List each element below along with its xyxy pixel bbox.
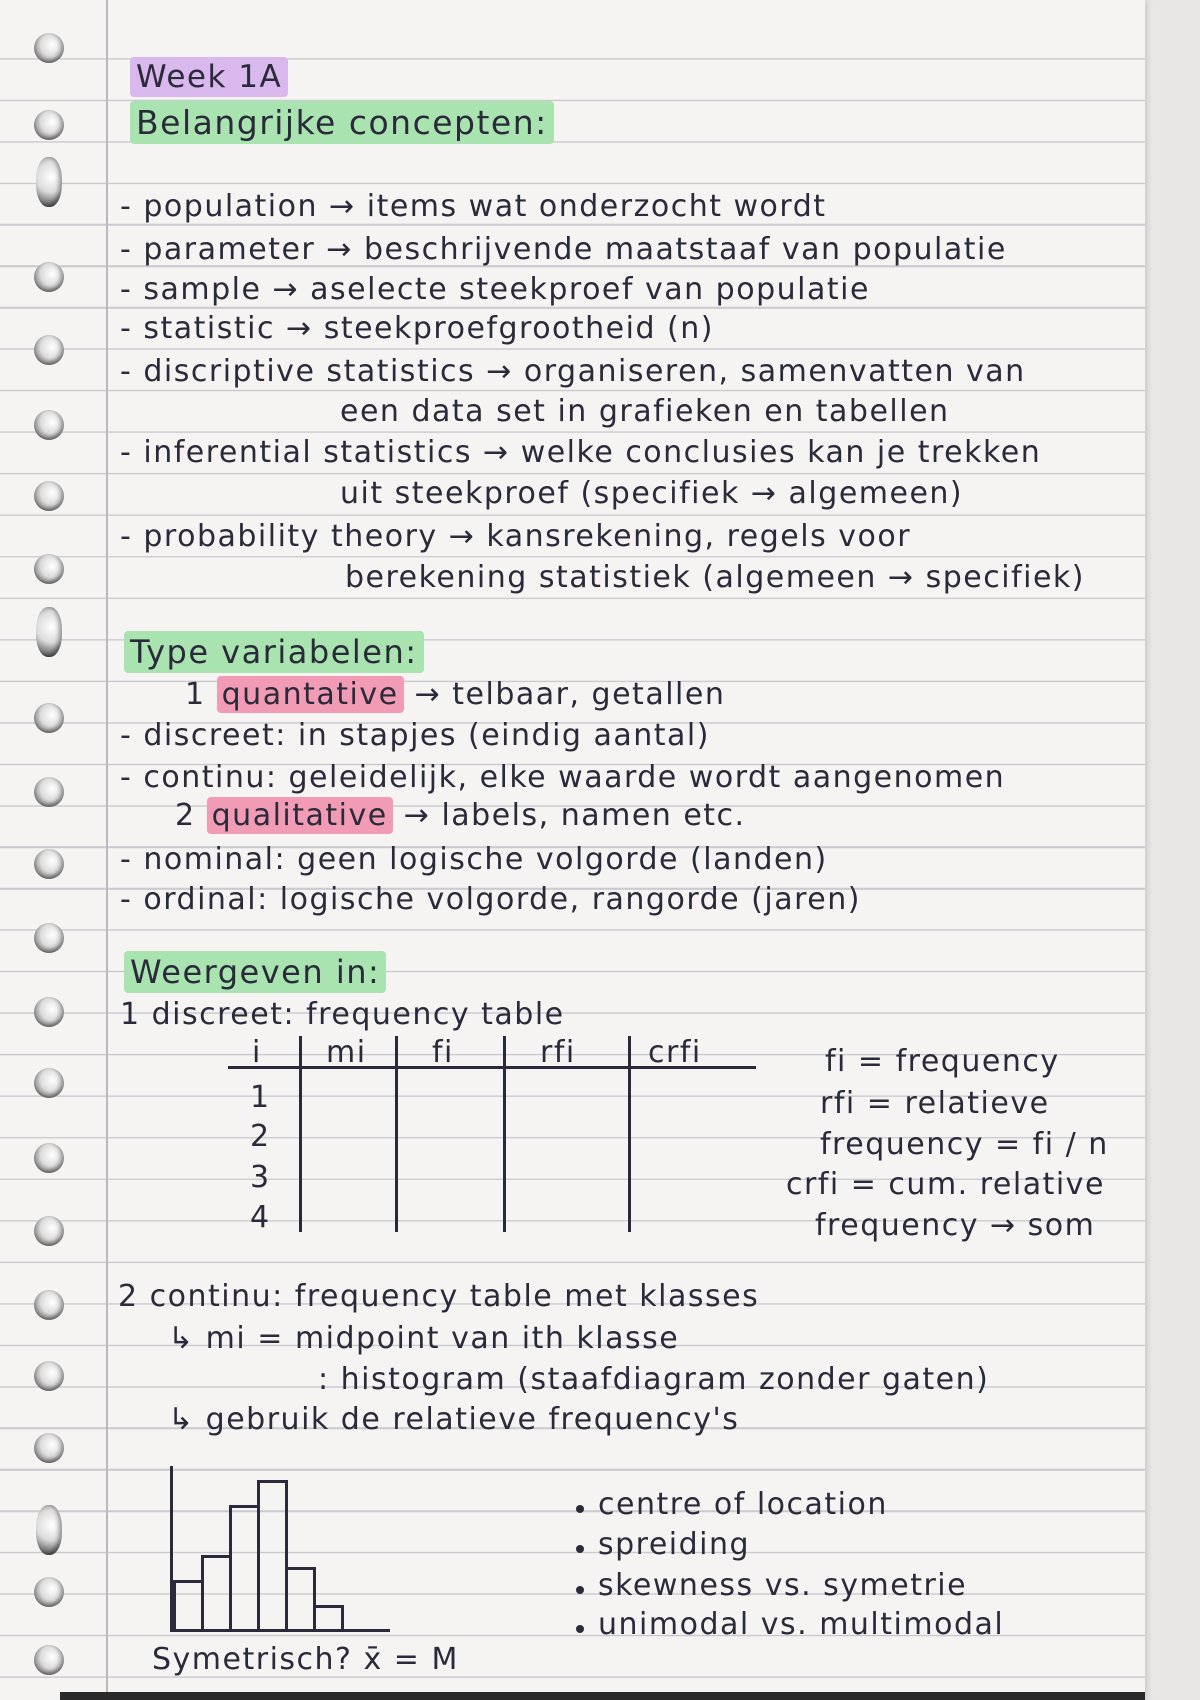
- binder-hole: [34, 110, 64, 140]
- binder-hole: [34, 1290, 64, 1320]
- concept-desc: kansrekening, regels voor: [486, 519, 912, 554]
- qual-label: qualitative: [207, 797, 393, 834]
- table-header-cell: i: [252, 1035, 262, 1070]
- binder-hole: [36, 157, 62, 207]
- discreet-line: - discreet: in stapjes (eindig aantal): [120, 718, 710, 753]
- histogram-bar: [173, 1580, 204, 1630]
- table-col-rule: [395, 1036, 398, 1232]
- binder-hole: [34, 262, 64, 292]
- concept-term: parameter: [143, 232, 316, 267]
- concept-desc-cont: een data set in grafieken en tabellen: [340, 394, 950, 429]
- binder-hole: [36, 607, 62, 657]
- concepts-heading-text: Belangrijke concepten:: [130, 101, 554, 144]
- bullet-dot: [576, 1586, 584, 1594]
- bullet-dot: [576, 1625, 584, 1633]
- histogram-line: : histogram (staafdiagram zonder gaten): [318, 1362, 990, 1397]
- binder-hole: [34, 777, 64, 807]
- table-row-index: 3: [250, 1160, 271, 1195]
- histogram-bar: [285, 1567, 316, 1630]
- concept-desc: beschrijvende maatstaaf van populatie: [363, 232, 1007, 267]
- concept-desc: welke conclusies kan je trekken: [520, 435, 1042, 470]
- binder-hole: [34, 1645, 64, 1675]
- concept-item: - probability theory → kansrekening, regels voor: [120, 519, 912, 554]
- table-col-rule: [628, 1036, 631, 1232]
- concept-term: population: [143, 189, 319, 224]
- concept-desc: items wat onderzocht wordt: [366, 189, 827, 224]
- table-header-cell: rfi: [540, 1035, 576, 1070]
- qualitative-line: [175, 798, 746, 833]
- ordinal-line: - ordinal: logische volgorde, rangorde (jaren): [120, 882, 861, 917]
- binder-hole: [34, 1143, 64, 1173]
- binder-hole: [36, 1505, 62, 1555]
- table-row-index: 1: [250, 1080, 271, 1115]
- concept-term: inferential statistics: [143, 435, 472, 470]
- concept-desc: organiseren, samenvatten van: [523, 354, 1026, 389]
- binder-hole: [34, 554, 64, 584]
- property-item: skewness vs. symetrie: [598, 1568, 968, 1603]
- property-item: centre of location: [598, 1487, 888, 1522]
- table-header-cell: crfi: [648, 1035, 702, 1070]
- concept-item: - sample → aselecte steekproef van populatie: [120, 272, 870, 307]
- binder-hole: [34, 335, 64, 365]
- legend-line: rfi = relatieve: [820, 1086, 1050, 1121]
- display-heading-text: Weergeven in:: [124, 951, 386, 993]
- concept-item: - statistic → steekproefgrootheid (n): [120, 311, 714, 346]
- concept-item: - inferential statistics → welke conclusies kan je trekken: [120, 435, 1042, 470]
- property-item: unimodal vs. multimodal: [598, 1607, 1005, 1642]
- concept-term: sample: [143, 272, 262, 307]
- binder-hole: [34, 33, 64, 63]
- bullet-dot: [576, 1505, 584, 1513]
- quant-label: quantative: [217, 676, 404, 713]
- binder-hole: [34, 1361, 64, 1391]
- binder-hole: [34, 923, 64, 953]
- concept-desc: steekproefgrootheid (n): [323, 311, 714, 346]
- concept-item: - population → items wat onderzocht wordt: [120, 189, 827, 224]
- quant-number: 1: [185, 677, 206, 712]
- legend-line: frequency = fi / n: [820, 1127, 1109, 1162]
- concept-term: probability theory: [143, 519, 438, 554]
- relative-freq-line: ↳ gebruik de relatieve frequency's: [168, 1402, 740, 1437]
- concept-term: statistic: [143, 311, 275, 346]
- table-header-cell: fi: [432, 1035, 454, 1070]
- property-item: spreiding: [598, 1527, 751, 1562]
- histogram-bar: [313, 1605, 344, 1630]
- histogram-bar: [257, 1480, 288, 1630]
- week-title-text: Week 1A: [130, 57, 288, 97]
- histogram-sketch: [170, 1466, 395, 1634]
- bullet-dot: [576, 1545, 584, 1553]
- histogram-bar: [201, 1555, 232, 1630]
- continu-table-line: 2 continu: frequency table met klasses: [118, 1279, 760, 1314]
- qual-desc: → labels, namen etc.: [403, 798, 746, 833]
- binder-hole: [34, 1216, 64, 1246]
- nominal-line: - nominal: geen logische volgorde (landen): [120, 842, 828, 877]
- table-header-cell: mi: [326, 1035, 367, 1070]
- types-heading: [124, 633, 424, 671]
- binder-hole: [34, 997, 64, 1027]
- table-row-index: 4: [250, 1200, 271, 1235]
- table-col-rule: [503, 1036, 506, 1232]
- quant-desc: → telbaar, getallen: [414, 677, 726, 712]
- table-row-index: 2: [250, 1119, 271, 1154]
- continu-line: - continu: geleidelijk, elke waarde wordt aangenomen: [120, 760, 1006, 795]
- midpoint-line: ↳ mi = midpoint van ith klasse: [168, 1321, 680, 1356]
- margin-line: [106, 0, 108, 1700]
- binder-hole: [34, 1068, 64, 1098]
- quantitative-line: [185, 677, 726, 712]
- table-col-rule: [299, 1036, 302, 1232]
- concept-desc-cont: uit steekproef (specifiek → algemeen): [340, 476, 964, 511]
- legend-line: frequency → som: [815, 1208, 1096, 1243]
- concept-desc-cont: berekening statistiek (algemeen → specifiek): [345, 560, 1085, 595]
- discreet-table-line: 1 discreet: frequency table: [120, 997, 565, 1032]
- binder-hole: [34, 1433, 64, 1463]
- concept-item: - parameter → beschrijvende maatstaaf van populatie: [120, 232, 1007, 267]
- legend-line: fi = frequency: [825, 1044, 1060, 1079]
- binder-hole: [34, 703, 64, 733]
- week-title: [130, 59, 288, 95]
- histogram-bar: [229, 1505, 260, 1630]
- concept-desc: aselecte steekproef van populatie: [310, 272, 870, 307]
- concept-term: discriptive statistics: [143, 354, 476, 389]
- concept-item: - discriptive statistics → organiseren, samenvatten van: [120, 354, 1026, 389]
- symmetric-note: Symetrisch? x̄ = M: [152, 1642, 459, 1677]
- binder-hole: [34, 481, 64, 511]
- binder-hole: [34, 1577, 64, 1607]
- binder-hole: [34, 849, 64, 879]
- types-heading-text: Type variabelen:: [124, 631, 424, 673]
- concepts-heading: [130, 103, 554, 142]
- qual-number: 2: [175, 798, 196, 833]
- page-bottom-edge: [60, 1692, 1145, 1700]
- legend-line: crfi = cum. relative: [786, 1167, 1105, 1202]
- binder-hole: [34, 410, 64, 440]
- display-heading: [124, 953, 386, 991]
